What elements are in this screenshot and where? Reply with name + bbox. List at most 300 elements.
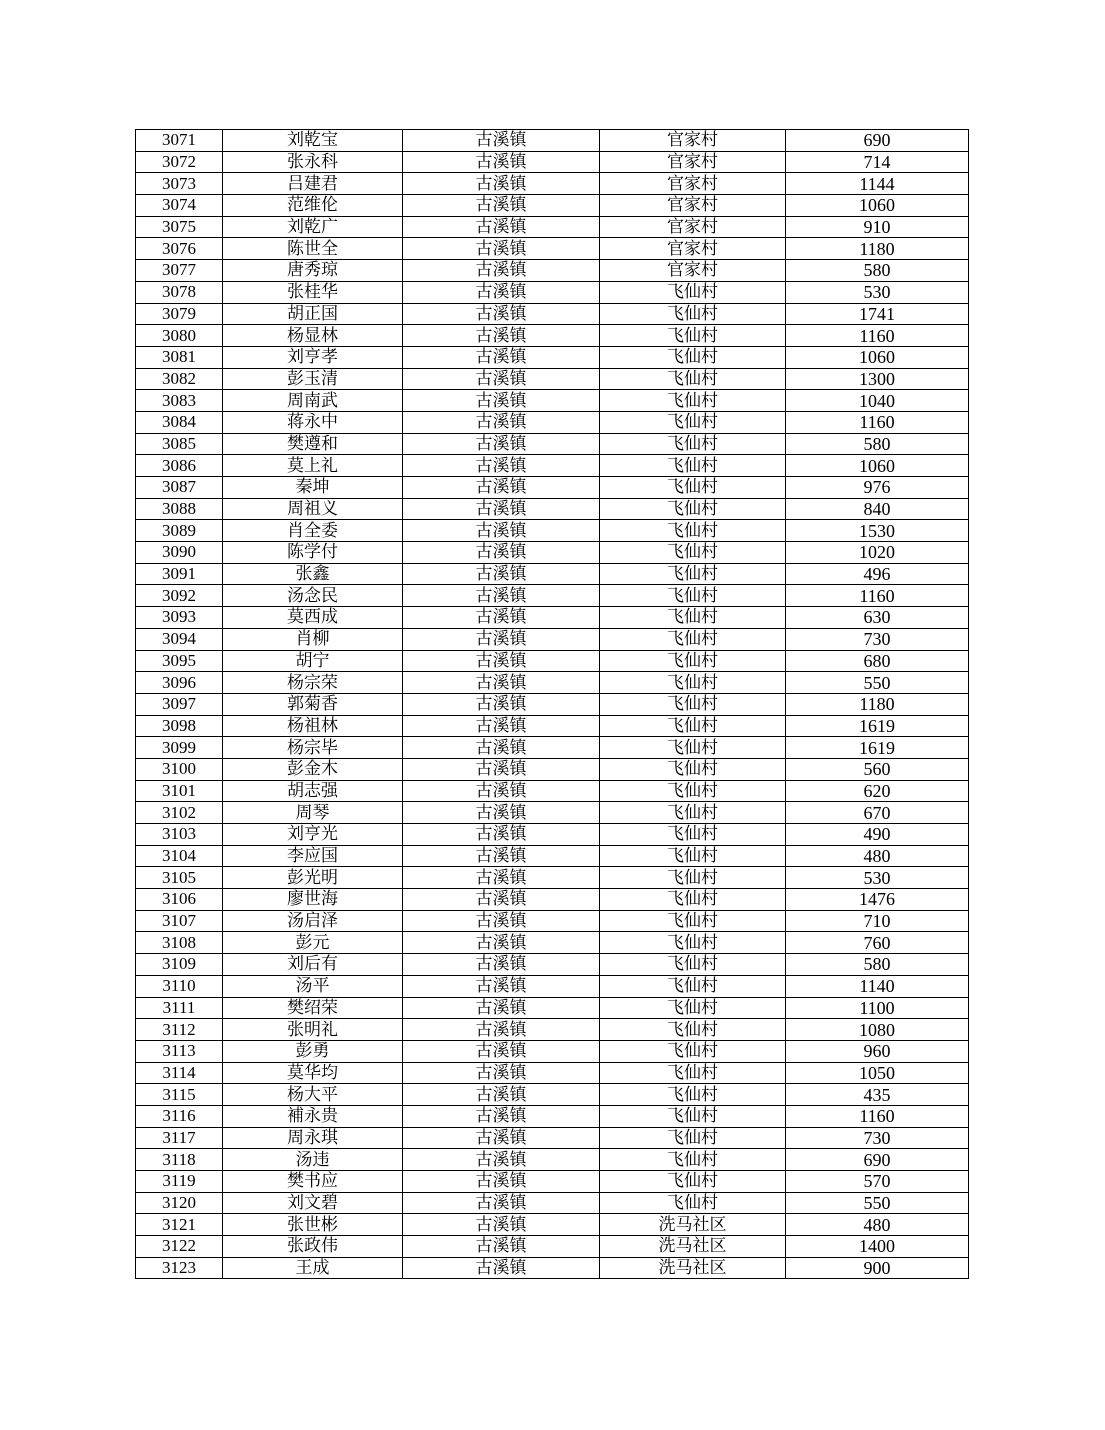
town-cell: 古溪镇	[403, 325, 600, 347]
table-row	[136, 758, 969, 780]
town-cell: 古溪镇	[403, 585, 600, 607]
town-cell: 古溪镇	[403, 455, 600, 477]
town-cell: 古溪镇	[403, 303, 600, 325]
table-row	[136, 411, 969, 433]
town-cell: 古溪镇	[403, 130, 600, 152]
village-cell: 飞仙村	[600, 737, 786, 759]
table-row	[136, 238, 969, 260]
table-row	[136, 628, 969, 650]
town-cell: 古溪镇	[403, 1084, 600, 1106]
amount-cell: 620	[786, 780, 969, 802]
name-cell: 汤违	[223, 1149, 403, 1171]
row-number-cell: 3119	[136, 1171, 223, 1193]
table-row	[136, 542, 969, 564]
town-cell: 古溪镇	[403, 1105, 600, 1127]
table-row	[136, 151, 969, 173]
village-cell: 飞仙村	[600, 758, 786, 780]
town-cell: 古溪镇	[403, 520, 600, 542]
town-cell: 古溪镇	[403, 867, 600, 889]
table-row	[136, 910, 969, 932]
village-cell: 飞仙村	[600, 1040, 786, 1062]
name-cell: 彭勇	[223, 1040, 403, 1062]
amount-cell: 1060	[786, 195, 969, 217]
village-cell: 飞仙村	[600, 1149, 786, 1171]
name-cell: 刘亨光	[223, 824, 403, 846]
village-cell: 洗马社区	[600, 1236, 786, 1258]
row-number-cell: 3104	[136, 845, 223, 867]
table-row	[136, 802, 969, 824]
row-number-cell: 3083	[136, 390, 223, 412]
name-cell: 廖世海	[223, 889, 403, 911]
row-number-cell: 3116	[136, 1105, 223, 1127]
row-number-cell: 3074	[136, 195, 223, 217]
village-cell: 官家村	[600, 173, 786, 195]
table-row	[136, 867, 969, 889]
table-row	[136, 520, 969, 542]
amount-cell: 630	[786, 607, 969, 629]
town-cell: 古溪镇	[403, 346, 600, 368]
village-cell: 飞仙村	[600, 477, 786, 499]
amount-cell: 960	[786, 1040, 969, 1062]
name-cell: 杨显林	[223, 325, 403, 347]
table-row	[136, 1171, 969, 1193]
name-cell: 张鑫	[223, 563, 403, 585]
name-cell: 彭元	[223, 932, 403, 954]
table-row	[136, 824, 969, 846]
amount-cell: 530	[786, 867, 969, 889]
table-row	[136, 563, 969, 585]
row-number-cell: 3102	[136, 802, 223, 824]
town-cell: 古溪镇	[403, 975, 600, 997]
table-row	[136, 693, 969, 715]
town-cell: 古溪镇	[403, 1019, 600, 1041]
table-row	[136, 325, 969, 347]
amount-cell: 560	[786, 758, 969, 780]
village-cell: 飞仙村	[600, 780, 786, 802]
amount-cell: 714	[786, 151, 969, 173]
amount-cell: 1060	[786, 346, 969, 368]
town-cell: 古溪镇	[403, 650, 600, 672]
row-number-cell: 3110	[136, 975, 223, 997]
row-number-cell: 3113	[136, 1040, 223, 1062]
row-number-cell: 3086	[136, 455, 223, 477]
town-cell: 古溪镇	[403, 672, 600, 694]
village-cell: 飞仙村	[600, 346, 786, 368]
town-cell: 古溪镇	[403, 802, 600, 824]
amount-cell: 760	[786, 932, 969, 954]
town-cell: 古溪镇	[403, 411, 600, 433]
table-row	[136, 1214, 969, 1236]
village-cell: 飞仙村	[600, 585, 786, 607]
row-number-cell: 3098	[136, 715, 223, 737]
table-row	[136, 1127, 969, 1149]
row-number-cell: 3092	[136, 585, 223, 607]
table-row	[136, 672, 969, 694]
row-number-cell: 3073	[136, 173, 223, 195]
amount-cell: 1180	[786, 238, 969, 260]
row-number-cell: 3095	[136, 650, 223, 672]
amount-cell: 730	[786, 628, 969, 650]
name-cell: 杨宗毕	[223, 737, 403, 759]
amount-cell: 1080	[786, 1019, 969, 1041]
amount-cell: 1100	[786, 997, 969, 1019]
amount-cell: 1040	[786, 390, 969, 412]
row-number-cell: 3090	[136, 542, 223, 564]
row-number-cell: 3123	[136, 1257, 223, 1279]
row-number-cell: 3072	[136, 151, 223, 173]
name-cell: 郭菊香	[223, 693, 403, 715]
amount-cell: 435	[786, 1084, 969, 1106]
table-row	[136, 346, 969, 368]
row-number-cell: 3082	[136, 368, 223, 390]
amount-cell: 570	[786, 1171, 969, 1193]
row-number-cell: 3085	[136, 433, 223, 455]
row-number-cell: 3100	[136, 758, 223, 780]
row-number-cell: 3111	[136, 997, 223, 1019]
amount-cell: 1160	[786, 1105, 969, 1127]
town-cell: 古溪镇	[403, 1214, 600, 1236]
name-cell: 陈世全	[223, 238, 403, 260]
name-cell: 周祖义	[223, 498, 403, 520]
village-cell: 飞仙村	[600, 1192, 786, 1214]
table-row	[136, 1149, 969, 1171]
table-row	[136, 1040, 969, 1062]
table-row	[136, 173, 969, 195]
row-number-cell: 3106	[136, 889, 223, 911]
table-row	[136, 607, 969, 629]
name-cell: 杨宗荣	[223, 672, 403, 694]
amount-cell: 1140	[786, 975, 969, 997]
village-cell: 飞仙村	[600, 975, 786, 997]
table-row	[136, 216, 969, 238]
row-number-cell: 3075	[136, 216, 223, 238]
village-cell: 洗马社区	[600, 1257, 786, 1279]
table-row	[136, 477, 969, 499]
town-cell: 古溪镇	[403, 477, 600, 499]
name-cell: 胡正国	[223, 303, 403, 325]
town-cell: 古溪镇	[403, 607, 600, 629]
amount-cell: 1144	[786, 173, 969, 195]
row-number-cell: 3093	[136, 607, 223, 629]
town-cell: 古溪镇	[403, 238, 600, 260]
table-row	[136, 997, 969, 1019]
amount-cell: 550	[786, 672, 969, 694]
table-row	[136, 1019, 969, 1041]
table-row	[136, 1192, 969, 1214]
name-cell: 杨大平	[223, 1084, 403, 1106]
village-cell: 官家村	[600, 195, 786, 217]
name-cell: 张政伟	[223, 1236, 403, 1258]
amount-cell: 910	[786, 216, 969, 238]
village-cell: 飞仙村	[600, 824, 786, 846]
amount-cell: 490	[786, 824, 969, 846]
village-cell: 飞仙村	[600, 368, 786, 390]
name-cell: 张明礼	[223, 1019, 403, 1041]
village-cell: 官家村	[600, 238, 786, 260]
village-cell: 飞仙村	[600, 889, 786, 911]
amount-cell: 1050	[786, 1062, 969, 1084]
town-cell: 古溪镇	[403, 260, 600, 282]
amount-cell: 690	[786, 130, 969, 152]
row-number-cell: 3079	[136, 303, 223, 325]
town-cell: 古溪镇	[403, 173, 600, 195]
table-row	[136, 433, 969, 455]
amount-cell: 1530	[786, 520, 969, 542]
name-cell: 汤念民	[223, 585, 403, 607]
row-number-cell: 3114	[136, 1062, 223, 1084]
village-cell: 飞仙村	[600, 672, 786, 694]
table-row	[136, 498, 969, 520]
row-number-cell: 3118	[136, 1149, 223, 1171]
amount-cell: 1020	[786, 542, 969, 564]
village-cell: 飞仙村	[600, 433, 786, 455]
town-cell: 古溪镇	[403, 715, 600, 737]
village-cell: 飞仙村	[600, 1062, 786, 1084]
name-cell: 刘乾广	[223, 216, 403, 238]
village-cell: 飞仙村	[600, 954, 786, 976]
amount-cell: 1300	[786, 368, 969, 390]
town-cell: 古溪镇	[403, 151, 600, 173]
town-cell: 古溪镇	[403, 433, 600, 455]
town-cell: 古溪镇	[403, 1192, 600, 1214]
town-cell: 古溪镇	[403, 195, 600, 217]
village-cell: 飞仙村	[600, 910, 786, 932]
name-cell: 杨祖林	[223, 715, 403, 737]
village-cell: 飞仙村	[600, 932, 786, 954]
table-row	[136, 281, 969, 303]
amount-cell: 710	[786, 910, 969, 932]
table-row	[136, 650, 969, 672]
row-number-cell: 3112	[136, 1019, 223, 1041]
amount-cell: 680	[786, 650, 969, 672]
name-cell: 刘亨孝	[223, 346, 403, 368]
name-cell: 刘文碧	[223, 1192, 403, 1214]
name-cell: 胡志强	[223, 780, 403, 802]
row-number-cell: 3105	[136, 867, 223, 889]
row-number-cell: 3077	[136, 260, 223, 282]
amount-cell: 550	[786, 1192, 969, 1214]
table-row	[136, 455, 969, 477]
table-row	[136, 1105, 969, 1127]
town-cell: 古溪镇	[403, 910, 600, 932]
table-row	[136, 303, 969, 325]
name-cell: 莫华均	[223, 1062, 403, 1084]
table-row	[136, 390, 969, 412]
name-cell: 张永科	[223, 151, 403, 173]
amount-cell: 1619	[786, 715, 969, 737]
row-number-cell: 3091	[136, 563, 223, 585]
amount-cell: 1160	[786, 411, 969, 433]
name-cell: 彭光明	[223, 867, 403, 889]
row-number-cell: 3076	[136, 238, 223, 260]
amount-cell: 1741	[786, 303, 969, 325]
table-row	[136, 889, 969, 911]
name-cell: 彭玉清	[223, 368, 403, 390]
name-cell: 王成	[223, 1257, 403, 1279]
amount-cell: 690	[786, 1149, 969, 1171]
row-number-cell: 3097	[136, 693, 223, 715]
amount-cell: 840	[786, 498, 969, 520]
name-cell: 周南武	[223, 390, 403, 412]
town-cell: 古溪镇	[403, 997, 600, 1019]
village-cell: 飞仙村	[600, 607, 786, 629]
row-number-cell: 3103	[136, 824, 223, 846]
village-cell: 飞仙村	[600, 1019, 786, 1041]
table-row	[136, 715, 969, 737]
town-cell: 古溪镇	[403, 1149, 600, 1171]
table-row	[136, 975, 969, 997]
town-cell: 古溪镇	[403, 1257, 600, 1279]
table-row	[136, 130, 969, 152]
village-cell: 飞仙村	[600, 1171, 786, 1193]
village-cell: 飞仙村	[600, 325, 786, 347]
village-cell: 飞仙村	[600, 303, 786, 325]
village-cell: 飞仙村	[600, 498, 786, 520]
town-cell: 古溪镇	[403, 281, 600, 303]
name-cell: 莫西成	[223, 607, 403, 629]
name-cell: 张桂华	[223, 281, 403, 303]
table-row	[136, 585, 969, 607]
town-cell: 古溪镇	[403, 1127, 600, 1149]
row-number-cell: 3117	[136, 1127, 223, 1149]
town-cell: 古溪镇	[403, 1236, 600, 1258]
name-cell: 汤启泽	[223, 910, 403, 932]
table-row	[136, 954, 969, 976]
name-cell: 唐秀琼	[223, 260, 403, 282]
row-number-cell: 3071	[136, 130, 223, 152]
row-number-cell: 3108	[136, 932, 223, 954]
name-cell: 肖柳	[223, 628, 403, 650]
amount-cell: 1180	[786, 693, 969, 715]
name-cell: 胡宁	[223, 650, 403, 672]
village-cell: 洗马社区	[600, 1214, 786, 1236]
town-cell: 古溪镇	[403, 737, 600, 759]
row-number-cell: 3081	[136, 346, 223, 368]
table-row	[136, 845, 969, 867]
town-cell: 古溪镇	[403, 845, 600, 867]
town-cell: 古溪镇	[403, 693, 600, 715]
roster-table-body	[136, 130, 969, 1279]
village-cell: 飞仙村	[600, 1084, 786, 1106]
village-cell: 飞仙村	[600, 563, 786, 585]
town-cell: 古溪镇	[403, 824, 600, 846]
name-cell: 周永琪	[223, 1127, 403, 1149]
name-cell: 刘后有	[223, 954, 403, 976]
village-cell: 飞仙村	[600, 542, 786, 564]
town-cell: 古溪镇	[403, 758, 600, 780]
table-row	[136, 1236, 969, 1258]
row-number-cell: 3122	[136, 1236, 223, 1258]
row-number-cell: 3096	[136, 672, 223, 694]
amount-cell: 580	[786, 954, 969, 976]
town-cell: 古溪镇	[403, 216, 600, 238]
name-cell: 樊绍荣	[223, 997, 403, 1019]
town-cell: 古溪镇	[403, 390, 600, 412]
amount-cell: 1060	[786, 455, 969, 477]
village-cell: 飞仙村	[600, 997, 786, 1019]
row-number-cell: 3089	[136, 520, 223, 542]
name-cell: 秦坤	[223, 477, 403, 499]
amount-cell: 730	[786, 1127, 969, 1149]
amount-cell: 1476	[786, 889, 969, 911]
amount-cell: 496	[786, 563, 969, 585]
row-number-cell: 3084	[136, 411, 223, 433]
table-row	[136, 195, 969, 217]
amount-cell: 670	[786, 802, 969, 824]
amount-cell: 580	[786, 433, 969, 455]
town-cell: 古溪镇	[403, 780, 600, 802]
village-cell: 官家村	[600, 260, 786, 282]
row-number-cell: 3099	[136, 737, 223, 759]
village-cell: 飞仙村	[600, 650, 786, 672]
town-cell: 古溪镇	[403, 1040, 600, 1062]
name-cell: 肖全委	[223, 520, 403, 542]
name-cell: 樊遵和	[223, 433, 403, 455]
town-cell: 古溪镇	[403, 628, 600, 650]
town-cell: 古溪镇	[403, 954, 600, 976]
table-row	[136, 737, 969, 759]
table-row	[136, 932, 969, 954]
amount-cell: 1160	[786, 585, 969, 607]
row-number-cell: 3107	[136, 910, 223, 932]
row-number-cell: 3121	[136, 1214, 223, 1236]
town-cell: 古溪镇	[403, 542, 600, 564]
village-cell: 官家村	[600, 216, 786, 238]
amount-cell: 480	[786, 845, 969, 867]
name-cell: 张世彬	[223, 1214, 403, 1236]
table-row	[136, 1062, 969, 1084]
row-number-cell: 3115	[136, 1084, 223, 1106]
town-cell: 古溪镇	[403, 1062, 600, 1084]
row-number-cell: 3109	[136, 954, 223, 976]
town-cell: 古溪镇	[403, 368, 600, 390]
table-row	[136, 780, 969, 802]
roster-table	[135, 129, 969, 1279]
town-cell: 古溪镇	[403, 1171, 600, 1193]
village-cell: 飞仙村	[600, 1105, 786, 1127]
row-number-cell: 3078	[136, 281, 223, 303]
village-cell: 飞仙村	[600, 390, 786, 412]
name-cell: 李应国	[223, 845, 403, 867]
village-cell: 飞仙村	[600, 802, 786, 824]
table-row	[136, 368, 969, 390]
village-cell: 飞仙村	[600, 715, 786, 737]
table-row	[136, 1084, 969, 1106]
name-cell: 樊书应	[223, 1171, 403, 1193]
village-cell: 飞仙村	[600, 867, 786, 889]
row-number-cell: 3088	[136, 498, 223, 520]
name-cell: 汤平	[223, 975, 403, 997]
name-cell: 范维伦	[223, 195, 403, 217]
amount-cell: 530	[786, 281, 969, 303]
village-cell: 飞仙村	[600, 628, 786, 650]
name-cell: 吕建君	[223, 173, 403, 195]
name-cell: 周琴	[223, 802, 403, 824]
amount-cell: 480	[786, 1214, 969, 1236]
village-cell: 飞仙村	[600, 281, 786, 303]
village-cell: 官家村	[600, 151, 786, 173]
row-number-cell: 3087	[136, 477, 223, 499]
village-cell: 官家村	[600, 130, 786, 152]
amount-cell: 1160	[786, 325, 969, 347]
amount-cell: 900	[786, 1257, 969, 1279]
amount-cell: 1619	[786, 737, 969, 759]
amount-cell: 976	[786, 477, 969, 499]
town-cell: 古溪镇	[403, 889, 600, 911]
table-row	[136, 260, 969, 282]
name-cell: 莫上礼	[223, 455, 403, 477]
name-cell: 補永贵	[223, 1105, 403, 1127]
